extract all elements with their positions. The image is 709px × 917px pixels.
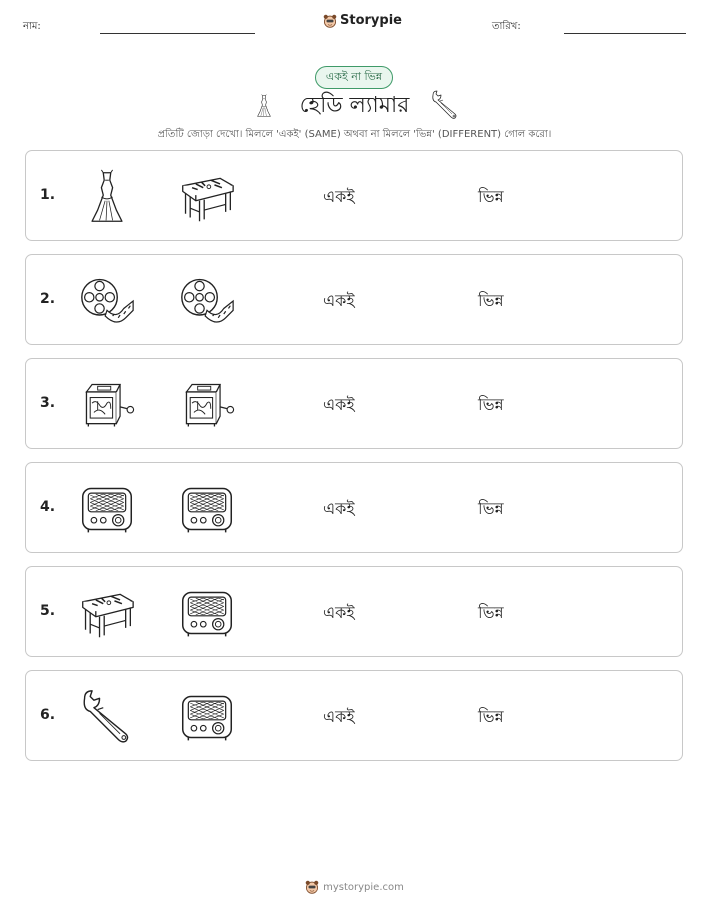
different-option[interactable]: ভিন্ন: [478, 291, 504, 310]
different-option[interactable]: ভিন্ন: [478, 707, 504, 726]
radio-icon: [178, 481, 236, 537]
same-option[interactable]: একই: [323, 187, 355, 206]
film-reel-icon: [78, 273, 136, 329]
worksheet-type-badge: একই না ভিন্ন: [315, 66, 393, 89]
workbench-icon: [178, 169, 236, 225]
dress-icon: [78, 169, 136, 225]
different-option[interactable]: ভিন্ন: [478, 603, 504, 622]
same-option[interactable]: একই: [323, 707, 355, 726]
same-option[interactable]: একই: [323, 291, 355, 310]
wrench-icon: [430, 90, 460, 120]
date-label: তারিখ:: [492, 21, 521, 32]
radio-icon: [78, 481, 136, 537]
music-box-icon: [78, 377, 136, 433]
question-number: 5.: [40, 603, 56, 619]
name-label: নাম:: [23, 21, 41, 32]
page-title: হেডি ল্যামার: [299, 93, 410, 118]
same-option[interactable]: একই: [323, 395, 355, 414]
storypie-logo-icon: [305, 880, 319, 894]
question-row: [25, 254, 683, 345]
brand-logo: [323, 13, 402, 28]
instructions: প্রতিটি জোড়া দেখো। মিললে 'একই' (SAME) অথবা না মিললে 'ভিন্ন' (DIFFERENT) গোল করো।: [157, 129, 552, 140]
workbench-icon: [78, 585, 136, 641]
question-row: [25, 358, 683, 449]
different-option[interactable]: ভিন্ন: [478, 187, 504, 206]
question-row: [25, 566, 683, 657]
film-reel-icon: [178, 273, 236, 329]
footer-url[interactable]: mystorypie.com: [323, 881, 404, 893]
question-number: 6.: [40, 707, 56, 723]
different-option[interactable]: ভিন্ন: [478, 395, 504, 414]
question-number: 4.: [40, 499, 56, 515]
question-number: 1.: [40, 187, 56, 203]
name-line[interactable]: [100, 33, 255, 34]
question-number: 2.: [40, 291, 56, 307]
brand-name: Storypie: [340, 13, 402, 28]
question-row: [25, 462, 683, 553]
same-option[interactable]: একই: [323, 603, 355, 622]
storypie-logo-icon: [323, 14, 337, 28]
music-box-icon: [178, 377, 236, 433]
date-line[interactable]: [564, 33, 686, 34]
different-option[interactable]: ভিন্ন: [478, 499, 504, 518]
question-number: 3.: [40, 395, 56, 411]
footer: [0, 880, 709, 894]
radio-icon: [178, 585, 236, 641]
radio-icon: [178, 689, 236, 745]
same-option[interactable]: একই: [323, 499, 355, 518]
question-row: [25, 150, 683, 241]
title-row: [0, 89, 709, 123]
question-row: [25, 670, 683, 761]
wrench-icon: [78, 689, 136, 745]
